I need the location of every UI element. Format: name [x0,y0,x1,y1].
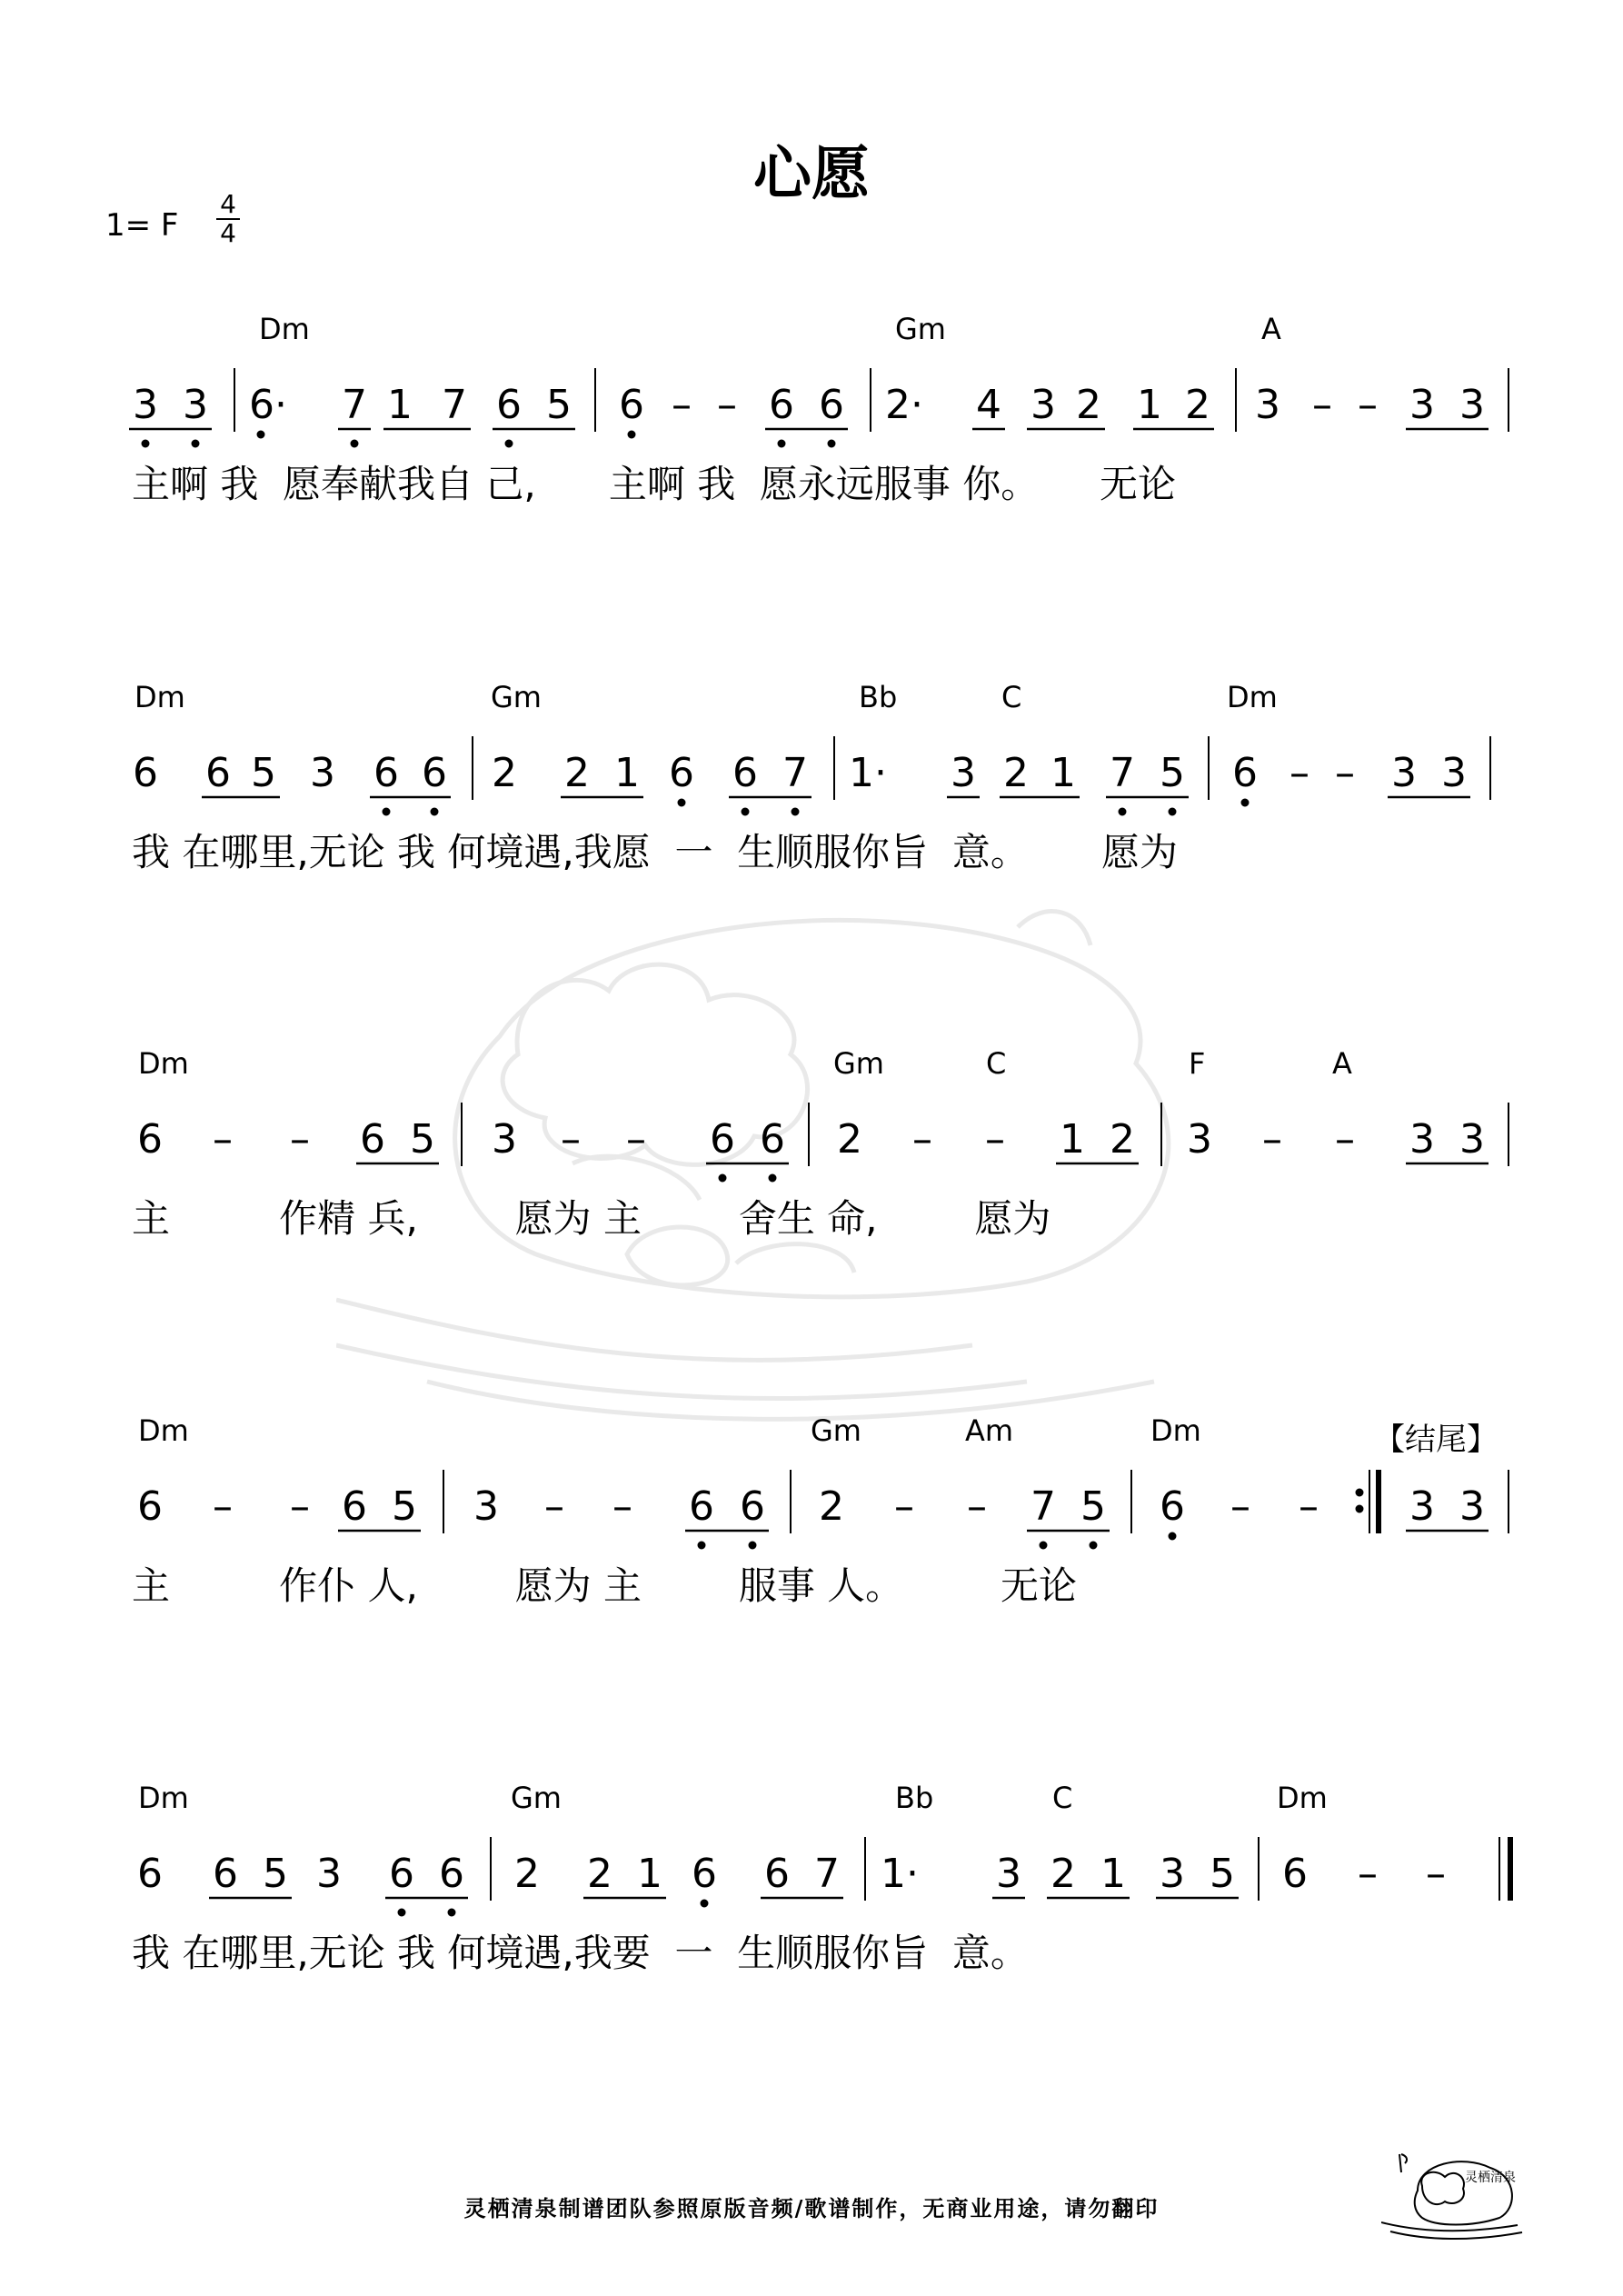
note: 3 [492,1116,517,1163]
note: 2 [492,750,517,796]
chord-symbol: A [1332,1046,1352,1081]
dash-extension: – [985,1116,1005,1163]
octave-dot [742,808,749,815]
note: 6 [137,1483,163,1530]
octave-dot [257,431,264,438]
note: 6 [619,382,644,428]
dash-extension: – [213,1483,233,1530]
chord-symbol: Gm [833,1046,884,1081]
note: 6 [213,1851,238,1897]
note: 6 [732,750,758,796]
lyric-line: 主 作仆 人, 愿为 主 服事 人。 无论 [132,1563,1077,1608]
note: 3 [133,382,158,428]
note: 6 [710,1116,735,1163]
note: 6 [689,1483,714,1530]
note: 6 [389,1851,414,1897]
dash-extension: – [561,1116,581,1163]
dash-extension: – [213,1116,233,1163]
note: 6 [669,750,694,796]
note: 6 [360,1116,385,1163]
note: 2 [1110,1116,1135,1163]
chord-symbol: Dm [1227,680,1278,714]
octave-dot [778,440,785,447]
note: 1 [614,750,640,796]
note: 3 [1441,750,1467,796]
octave-dot [628,431,635,438]
chord-symbol: Dm [138,1413,189,1448]
note: 3 [1459,1116,1485,1163]
note: 1 [387,382,413,428]
note: 3 [1391,750,1417,796]
note: 6 [205,750,231,796]
dash-extension: – [1312,382,1332,428]
chord-symbol: C [986,1046,1007,1081]
octave-dot [431,808,438,815]
chord-symbol: Gm [491,680,542,714]
note: 2 [1050,1851,1076,1897]
note: 3 [1255,382,1280,428]
octave-dot [1169,808,1176,815]
dash-extension: – [544,1483,564,1530]
octave-dot [792,808,799,815]
note: 6 [496,382,522,428]
octave-dot [698,1542,705,1549]
chord-symbol: Bb [859,680,898,714]
note: 2· [885,382,923,428]
note: 6 [137,1851,163,1897]
note: 6 [764,1851,790,1897]
note: 6 [1232,750,1258,796]
octave-dot [678,799,685,806]
chord-symbol: Dm [134,680,185,714]
note: 3 [1459,1483,1485,1530]
note: 6 [740,1483,765,1530]
key-signature: 1= F [105,207,179,244]
dash-extension: – [1262,1116,1282,1163]
octave-dot [828,440,835,447]
octave-dot [749,1542,756,1549]
repeat-dot [1356,1489,1363,1496]
octave-dot [505,440,513,447]
note: 2 [819,1483,844,1530]
chord-symbol: Am [965,1413,1014,1448]
note: 2 [837,1116,862,1163]
chord-symbol: C [1001,680,1022,714]
chord-symbol: Gm [895,312,946,346]
dash-extension: – [894,1483,914,1530]
note: 5 [263,1851,288,1897]
chord-symbol: Dm [1277,1781,1328,1815]
dash-extension: – [1358,382,1378,428]
note: 2 [587,1851,612,1897]
note: 3 [951,750,976,796]
chord-symbol: Dm [1150,1413,1201,1448]
octave-dot [769,1174,776,1182]
logo-text: 灵栖清泉 [1465,2171,1516,2185]
octave-dot [142,440,149,447]
note: 3 [1187,1116,1212,1163]
note: 6 [692,1851,717,1897]
dash-extension: – [967,1483,987,1530]
note: 7 [1031,1483,1056,1530]
lyric-line: 主 作精 兵, 愿为 主 舍生 命, 愿为 [132,1196,1051,1241]
octave-dot [383,808,390,815]
chord-symbol: Gm [511,1781,562,1815]
note: 3 [310,750,335,796]
dash-extension: – [672,382,692,428]
note: 1 [637,1851,662,1897]
dash-extension: – [1230,1483,1250,1530]
note: 7 [442,382,467,428]
dash-extension: – [612,1483,632,1530]
note: 3 [996,1851,1021,1897]
note: 6 [819,382,844,428]
note: 4 [976,382,1001,428]
copyright-footer: 灵栖清泉制谱团队参照原版音频/歌谱制作，无商业用途，请勿翻印 [463,2195,1160,2221]
note: 3 [1409,1116,1435,1163]
octave-dot [1241,799,1249,806]
note: 3 [1409,1483,1435,1530]
note: 7 [814,1851,840,1897]
note: 1· [881,1851,919,1897]
chord-symbol: Bb [895,1781,934,1815]
chord-symbol: Gm [811,1413,861,1448]
dash-extension: – [1299,1483,1319,1530]
lyric-line: 我 在哪里,无论 我 何境遇,我愿 一 生顺服你旨 意。 愿为 [132,830,1178,874]
time-signature-top: 4 [220,189,236,219]
note: 6 [760,1116,785,1163]
note: 2 [1003,750,1029,796]
note: 1 [1060,1116,1085,1163]
note: 6 [422,750,447,796]
chord-symbol: C [1052,1781,1073,1815]
note: 5 [1210,1851,1235,1897]
note: 3 [1160,1851,1185,1897]
note: 5 [392,1483,417,1530]
note: 6 [439,1851,464,1897]
note: 2 [514,1851,540,1897]
note: 6 [373,750,399,796]
dash-extension: – [1335,750,1355,796]
lyric-line: 我 在哪里,无论 我 何境遇,我要 一 生顺服你旨 意。 [132,1931,1029,1975]
dash-extension: – [626,1116,646,1163]
note: 2 [1076,382,1101,428]
chord-symbol: Dm [259,312,310,346]
note: 6· [249,382,287,428]
octave-dot [1090,1542,1097,1549]
note: 1 [1050,750,1076,796]
chord-symbol: F [1189,1046,1206,1081]
dash-extension: – [912,1116,932,1163]
note: 5 [410,1116,435,1163]
note: 1 [1137,382,1162,428]
chord-symbol: A [1261,312,1281,346]
dash-extension: – [1289,750,1309,796]
octave-dot [448,1909,455,1916]
lyric-line: 主啊 我 愿奉献我自 己, 主啊 我 愿永远服事 你。 无论 [132,462,1177,506]
chord-symbol: Dm [138,1046,189,1081]
octave-dot [192,440,199,447]
note: 1 [1100,1851,1126,1897]
octave-dot [1119,808,1126,815]
octave-dot [1169,1532,1176,1540]
dash-extension: – [1335,1116,1355,1163]
octave-dot [351,440,358,447]
note: 5 [1160,750,1185,796]
dash-extension: – [290,1483,310,1530]
octave-dot [701,1900,708,1907]
ending-label: 【结尾】 [1374,1422,1498,1458]
note: 6 [137,1116,163,1163]
song-title: 心愿 [753,141,870,208]
note: 3 [473,1483,499,1530]
note: 6 [1282,1851,1308,1897]
chord-symbol: Dm [138,1781,189,1815]
note: 2 [564,750,590,796]
note: 5 [251,750,276,796]
dash-extension: – [290,1116,310,1163]
sheep-logo-icon [1381,2136,1527,2245]
dash-extension: – [717,382,737,428]
note: 5 [546,382,572,428]
octave-dot [1040,1542,1047,1549]
note: 6 [342,1483,367,1530]
note: 6 [1160,1483,1185,1530]
repeat-dot [1356,1505,1363,1512]
note: 3 [1459,382,1485,428]
time-signature-bottom: 4 [220,218,236,248]
note: 7 [782,750,808,796]
dash-extension: – [1358,1851,1378,1897]
note: 7 [1110,750,1135,796]
note: 2 [1185,382,1210,428]
note: 3 [1409,382,1435,428]
note: 3 [183,382,208,428]
dash-extension: – [1426,1851,1446,1897]
octave-dot [719,1174,726,1182]
note: 1· [849,750,887,796]
note: 3 [1031,382,1056,428]
note: 5 [1080,1483,1106,1530]
note: 6 [769,382,794,428]
note: 6 [133,750,158,796]
note: 7 [342,382,367,428]
octave-dot [398,1909,405,1916]
note: 3 [316,1851,342,1897]
